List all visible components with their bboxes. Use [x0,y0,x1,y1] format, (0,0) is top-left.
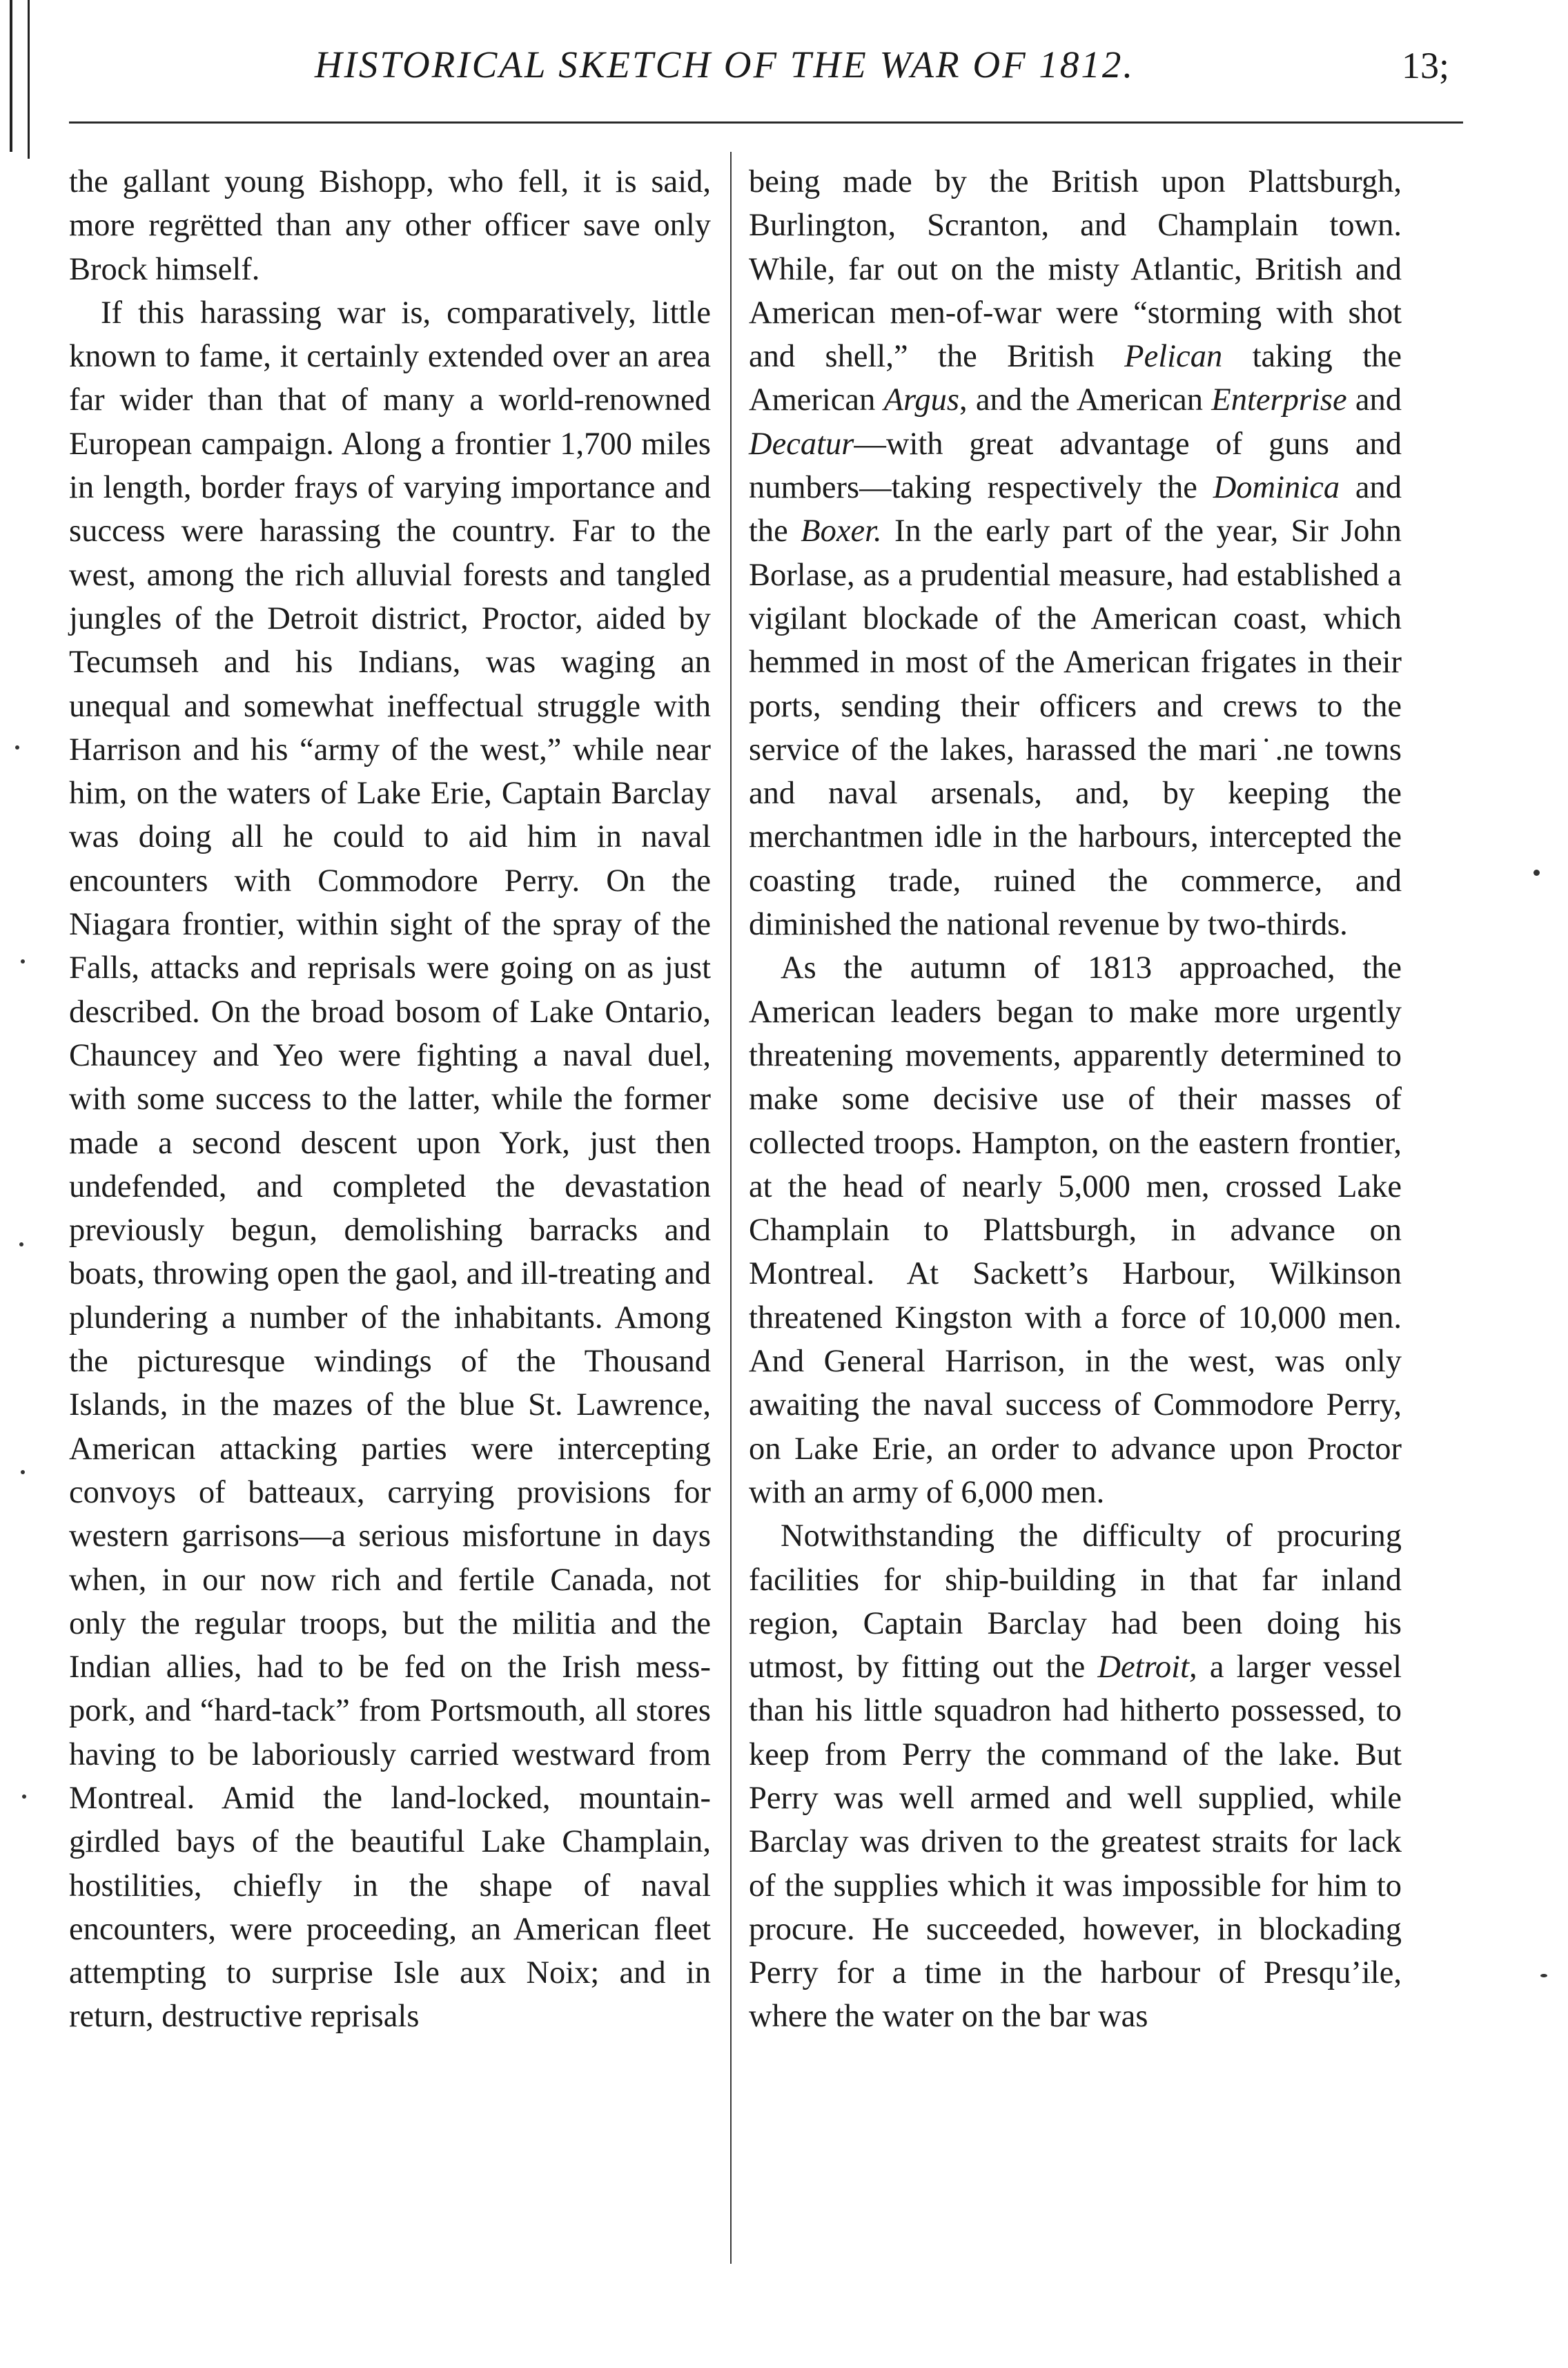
ship-name: Pelican [1124,339,1223,375]
ship-name: Detroit, [1097,1650,1197,1685]
text-run: Notwithstanding the difficulty of procuring facilities for ship-building in that far inland region, Captain Barclay had been doing his utmost, by fitting out the [749,1518,1402,1685]
text-run: being made by the British upon Plattsburgh, Burlington, Scranton, and Champlain town. While, far out on the misty Atlantic, British and American men-of-war were “storming with shot and shell,” the British [749,164,1402,375]
text-run: taking the American [749,339,1402,418]
ship-name: Dominica [1213,470,1340,506]
paragraph: the gallant young Bishopp, who fell, it is said, more regrëtted than any other officer save only Brock himself. [69,164,711,287]
left-column [69,160,711,2231]
header-rule [69,121,1463,124]
ship-name: Enterprise [1211,382,1347,418]
running-title: HISTORICAL SKETCH OF THE WAR OF 1812. [314,43,1135,86]
text-run: , and the American [959,382,1212,418]
scan-speck [1540,1974,1547,1977]
text-run: In the early part of the year, Sir John Borlase, as a prudential measure, had established a vigilant blockade of the American coast, which hemmed in most of the American frigates in their ports, sending their officers and crews to the service of the lakes, harassed the mari˙.ne towns and naval arsenals, and, by keeping the merchantmen idle in the harbours, intercepted the coasting trade, ruined the commerce, and diminished the national revenue by two-thirds. [749,513,1402,943]
binding-edge-line [10,0,12,152]
ship-name: Argus [883,382,959,418]
binding-edge-line [28,0,30,159]
scan-speck [19,1242,23,1246]
right-column [749,160,1402,2231]
text-run: a larger vessel than his little squadron had hitherto possessed, to keep from Perry the command of the lake. But Perry was well armed and well supplied, while Barclay was driven to the greatest straits for lack of the supplies which it was impossible for him to procure. He succeeded, however, in blockading Perry for a time in the harbour of Presqu’ile, where the water on the bar was [749,1650,1402,2035]
text-run: —with great advantage of guns and numbers—taking respectively the [749,426,1402,506]
scan-speck [22,1794,26,1799]
scan-speck [1533,870,1540,876]
scan-speck [15,745,19,750]
scan-speck [21,1470,25,1474]
page-header [69,43,1449,105]
paragraph: If this harassing war is, comparatively, little known to fame, it certainly extended over an area far wider than that of many a world-renowned European campaign. Along a frontier 1,700 miles in length, border frays of varying importance and success were harassing the country. Far to the west, among the rich alluvial forests and tangled jungles of the Detroit district, Proctor, aided by Tecumseh and his Indians, was waging an unequal and somewhat ineffectual struggle with Harrison and his “army of the west,” while near him, on the waters of Lake Erie, Captain Barclay was doing all he could to aid him in naval encounters with Commodore Perry. On the Niagara frontier, within sight of the spray of the Falls, attacks and reprisals were going on as just described. On the broad bosom of Lake Ontario, Chauncey and Yeo were fighting a naval duel, with some success to the latter, while the former made a second descent upon York, just then undefended, and completed the devastation previously begun, demolishing barracks and boats, throwing open the gaol, and ill-treating and plundering a number of the inhabitants. Among the picturesque windings of the Thousand Islands, in the mazes of the blue St. Lawrence, American attacking parties were intercepting convoys of batteaux, carrying provisions for western garrisons—a serious misfortune in days when, in our now rich and fertile Canada, not only the regular troops, but the militia and the Indian allies, had to be fed on the Irish mess-pork, and “hard-tack” from Portsmouth, all stores having to be laboriously carried westward from Montreal. Amid the land-locked, mountain-girdled bays of the beautiful Lake Champlain, hostilities, chiefly in the shape of naval encounters, were proceeding, an American fleet attempting to surprise Isle aux Noix; and in return, destructive reprisals [69,295,711,2035]
paragraph [749,160,1402,946]
ship-name: Boxer. [801,513,882,549]
page-number: 13; [1401,45,1449,86]
scan-speck [21,959,25,963]
text-run: and the [749,470,1402,549]
paragraph [749,1514,1402,2039]
paragraph: As the autumn of 1813 approached, the American leaders began to make more urgently threatening movements, apparently determined to make some decisive use of their masses of collected troops. Hampton, on the eastern frontier, at the head of nearly 5,000 men, crossed Lake Champlain to Plattsburgh, in advance on Montreal. At Sackett’s Harbour, Wilkinson threatened Kingston with a force of 10,000 men. And General Harrison, in the west, was only awaiting the naval success of Commodore Perry, on Lake Erie, an order to advance upon Proctor with an army of 6,000 men. [749,950,1402,1510]
column-divider [730,152,732,2264]
text-run: and [1346,382,1402,418]
ship-name: Decatur [749,426,854,462]
